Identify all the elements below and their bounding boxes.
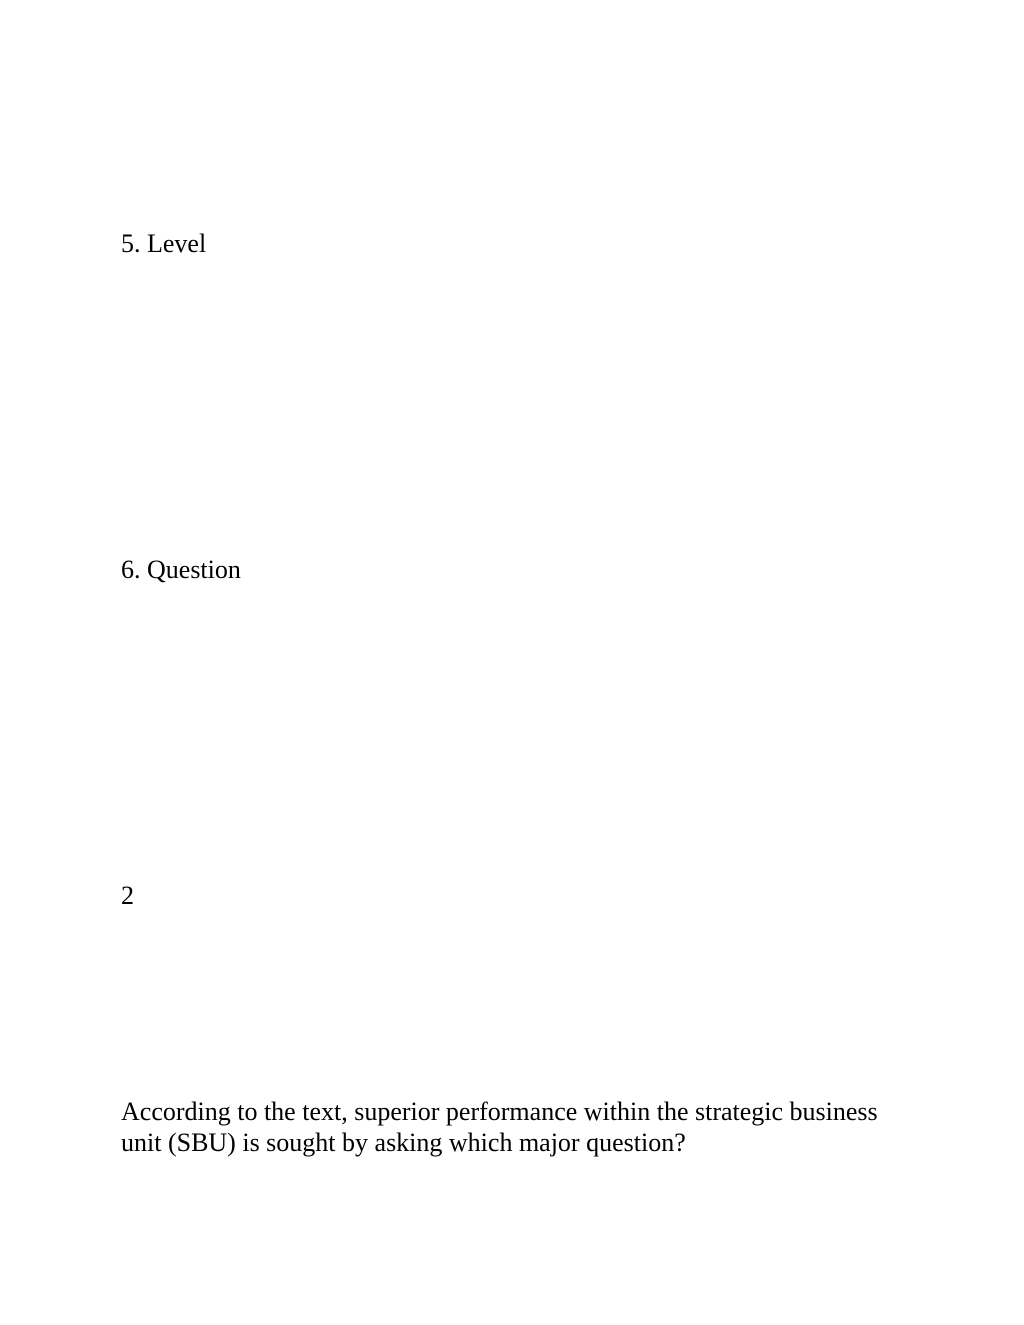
item-question-label: 6. Question [121, 555, 241, 584]
question-text [121, 1096, 921, 1158]
question-text-line-2: unit (SBU) is sought by asking which major question? [121, 1128, 686, 1157]
item-number-value: 2 [121, 881, 134, 910]
item-level-label: 5. Level [121, 229, 207, 258]
question-text-line-1: According to the text, superior performance within the strategic business [121, 1097, 878, 1126]
